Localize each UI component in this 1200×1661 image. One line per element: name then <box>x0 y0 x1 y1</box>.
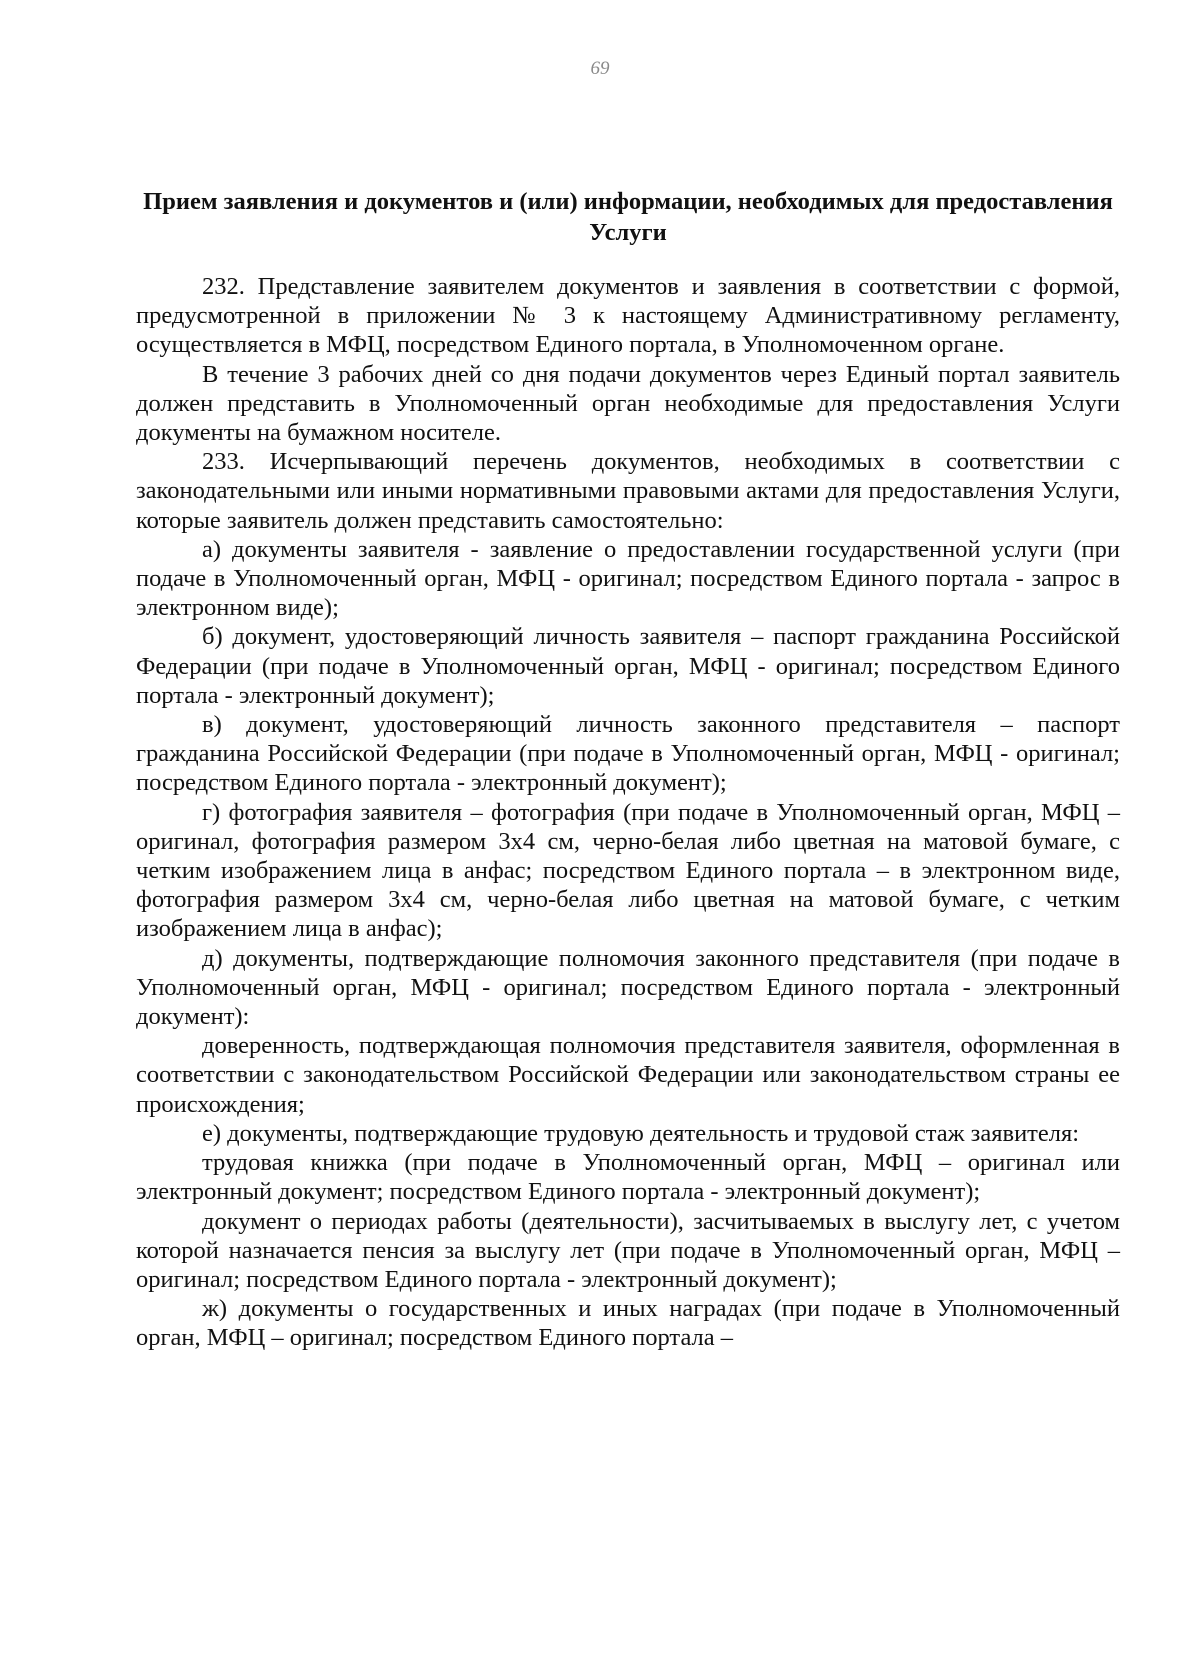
paragraph-233: 233. Исчерпывающий перечень документов, необходимых в соответствии с законодательными или иными нормативными правовыми актами для предоставления Услуги, которые заявитель должен представить самостоятельно: <box>136 448 1120 534</box>
list-item-zh: ж) документы о государственных и иных наградах (при подаче в Уполномоченный орган, МФЦ – оригинал; посредством Единого портала – <box>136 1295 1120 1352</box>
list-subitem-power-of-attorney: доверенность, подтверждающая полномочия представителя заявителя, оформленная в соответствии с законодательством Российской Федерации или законодательством страны ее происхождения; <box>136 1032 1120 1118</box>
document-body <box>136 272 1120 1353</box>
paragraph-deadline: В течение 3 рабочих дней со дня подачи документов через Единый портал заявитель должен представить в Уполномоченный орган необходимые для предоставления Услуги документы на бумажном носителе. <box>136 360 1120 447</box>
list-item-a: а) документы заявителя - заявление о предоставлении государственной услуги (при подаче в Уполномоченный орган, МФЦ - оригинал; посредством Единого портала - запрос в электронном виде); <box>136 535 1120 622</box>
list-item-d: д) документы, подтверждающие полномочия законного представителя (при подаче в Уполномоченный орган, МФЦ - оригинал; посредством Единого портала - электронный документ): <box>136 944 1120 1031</box>
list-item-e: е) документы, подтверждающие трудовую деятельность и трудовой стаж заявителя: <box>202 1119 1080 1147</box>
list-subitem-work-periods: документ о периодах работы (деятельности), засчитываемых в выслугу лет, с учетом которой назначается пенсия за выслугу лет (при подаче в Уполномоченный орган, МФЦ – оригинал; посредством Единого портала - электронный документ); <box>136 1207 1120 1293</box>
section-heading: Прием заявления и документов и (или) информации, необходимых для предоставления Услуги <box>143 188 1113 246</box>
list-item-g: г) фотография заявителя – фотография (при подаче в Уполномоченный орган, МФЦ – оригинал, фотография размером 3х4 см, черно-белая либо цветная на матовой бумаге, с четким изображением лица в анфас; посредством Единого портала – в электронном виде, фотография размером 3х4 см, черно-белая либо цветная на матовой бумаге, с четким изображением лица в анфас); <box>136 798 1120 943</box>
list-item-b: б) документ, удостоверяющий личность заявителя – паспорт гражданина Российской Федерации (при подаче в Уполномоченный орган, МФЦ - оригинал; посредством Единого портала - электронный документ); <box>136 623 1120 709</box>
list-item-v: в) документ, удостоверяющий личность законного представителя – паспорт гражданина Российской Федерации (при подаче в Уполномоченный орган, МФЦ - оригинал; посредством Единого портала - электронный документ); <box>136 711 1120 797</box>
list-subitem-work-book: трудовая книжка (при подаче в Уполномоченный орган, МФЦ – оригинал или электронный документ; посредством Единого портала - электронный документ); <box>136 1149 1120 1206</box>
paragraph-232: 232. Представление заявителем документов и заявления в соответствии с формой, предусмотренной в приложении № 3 к настоящему Административному регламенту, осуществляется в МФЦ, посредством Единого портала, в Уполномоченном органе. <box>136 273 1120 359</box>
page-number: 69 <box>590 58 610 79</box>
